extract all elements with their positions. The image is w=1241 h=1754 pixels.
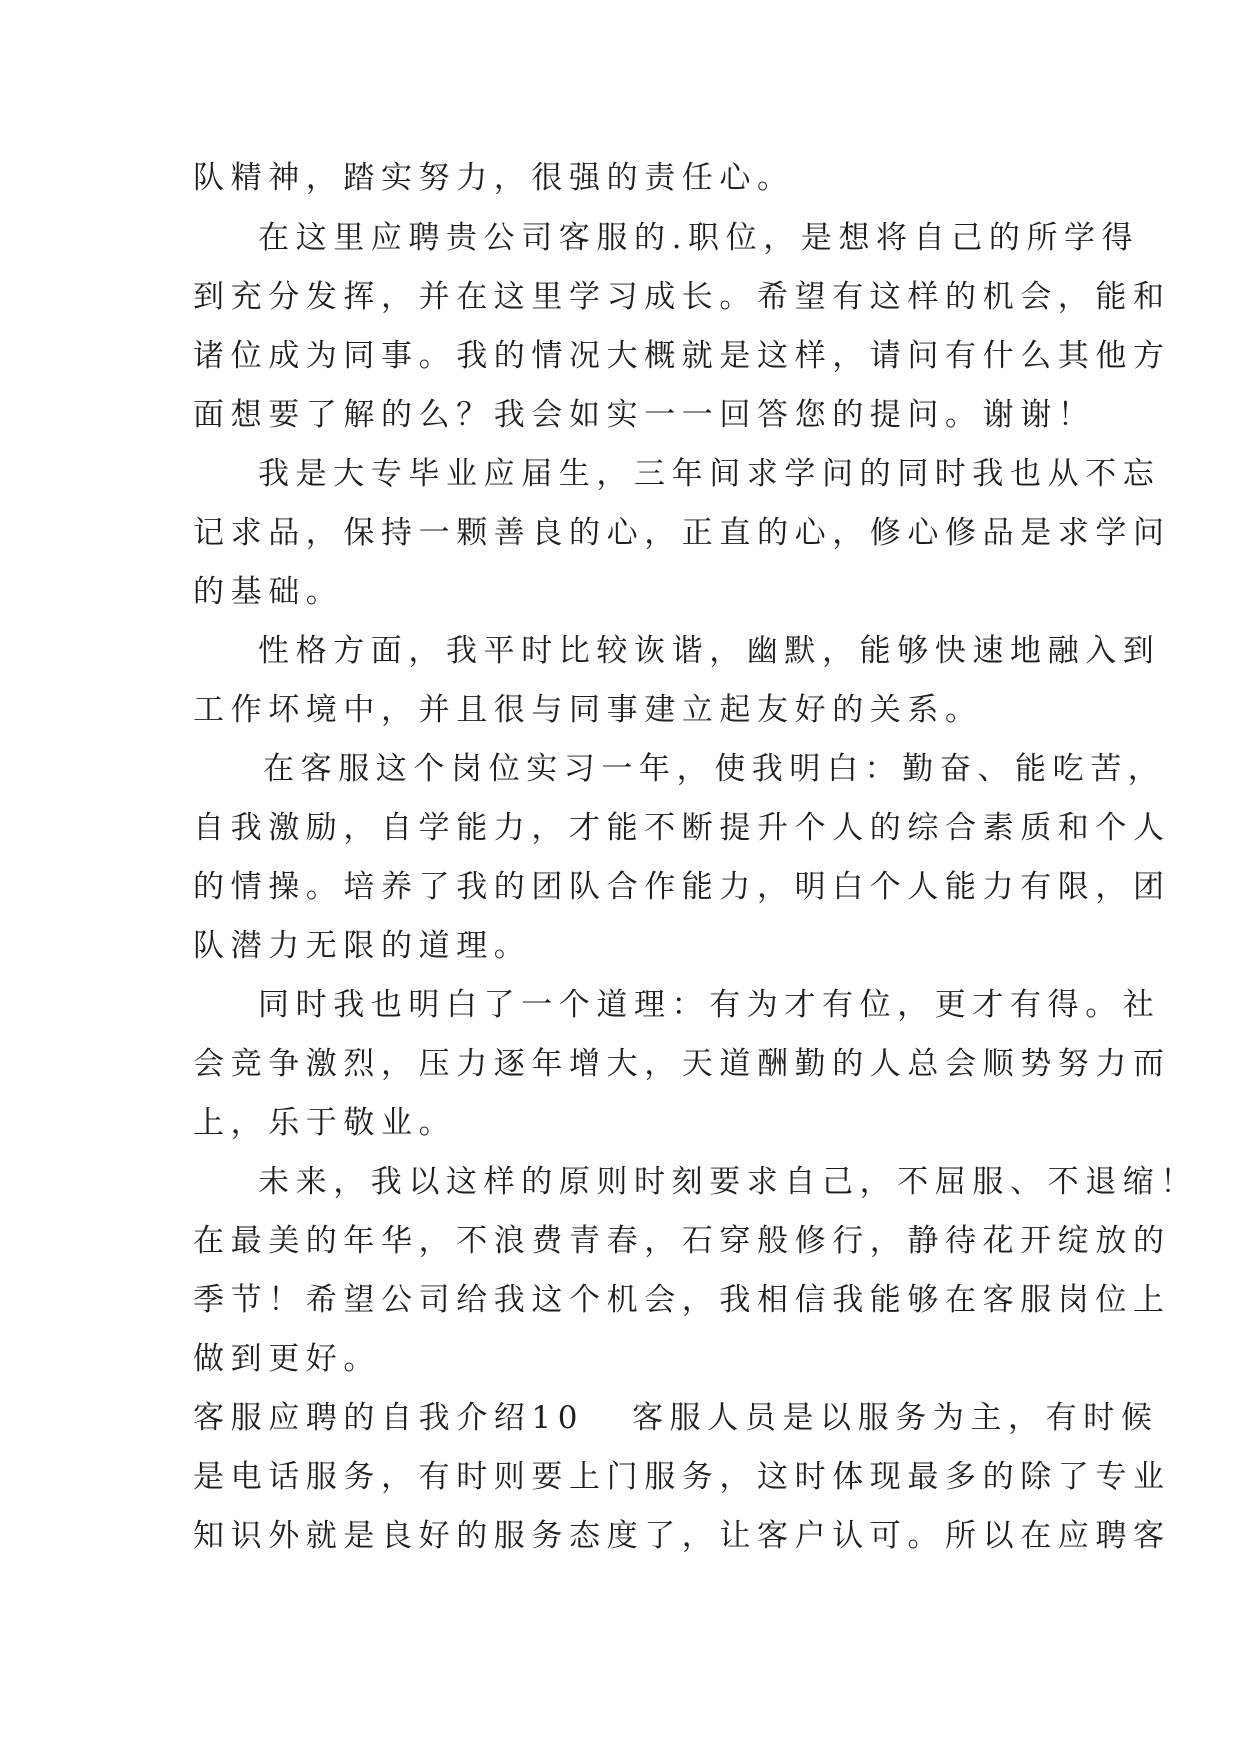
text-line: 诸位成为同事。我的情况大概就是这样，请问有什么其他方	[193, 338, 1171, 374]
text-line: 在最美的年华，不浪费青春，石穿般修行，静待花开绽放的	[193, 1223, 1171, 1259]
text-line: 自我激励，自学能力，才能不断提升个人的综合素质和个人	[193, 810, 1171, 846]
paragraph-start: 未来，我以这样的原则时刻要求自己，不屈服、不退缩！	[258, 1164, 1198, 1200]
paragraph-start: 同时我也明白了一个道理：有为才有位，更才有得。社	[258, 987, 1161, 1023]
section-heading-line	[193, 1393, 1158, 1443]
text-line: 做到更好。	[193, 1341, 381, 1377]
text-line: 的基础。	[193, 574, 344, 610]
text-line: 的情操。培养了我的团队合作能力，明白个人能力有限，团	[193, 869, 1171, 905]
text-line: 队精神，踏实努力，很强的责任心。	[193, 160, 795, 196]
text-line: 队潜力无限的道理。	[193, 928, 532, 964]
paragraph-start: 在客服这个岗位实习一年，使我明白：勤奋、能吃苦，	[263, 751, 1166, 787]
section-heading: 客服应聘的自我介绍10	[193, 1400, 585, 1436]
paragraph-start: 性格方面，我平时比较诙谐，幽默，能够快速地融入到	[258, 633, 1161, 669]
text-line: 上，乐于敬业。	[193, 1105, 457, 1141]
text-line: 知识外就是良好的服务态度了，让客户认可。所以在应聘客	[193, 1518, 1171, 1554]
text-line: 到充分发挥，并在这里学习成长。希望有这样的机会，能和	[193, 279, 1171, 315]
paragraph-start: 在这里应聘贵公司客服的.职位，是想将自己的所学得	[258, 220, 1140, 256]
paragraph-start: 我是大专毕业应届生，三年间求学问的同时我也从不忘	[258, 456, 1161, 492]
text-line: 会竞争激烈，压力逐年增大，天道酬勤的人总会顺势努力而	[193, 1046, 1171, 1082]
text-line: 是电话服务，有时则要上门服务，这时体现最多的除了专业	[193, 1459, 1171, 1495]
text-line: 记求品，保持一颗善良的心，正直的心，修心修品是求学问	[193, 515, 1171, 551]
text-line: 工作坏境中，并且很与同事建立起友好的关系。	[193, 692, 983, 728]
text-line: 面想要了解的么？我会如实一一回答您的提问。谢谢！	[193, 397, 1096, 433]
text-line: 季节！希望公司给我这个机会，我相信我能够在客服岗位上	[193, 1282, 1171, 1318]
section-first-line: 客服人员是以服务为主，有时候	[632, 1400, 1159, 1436]
